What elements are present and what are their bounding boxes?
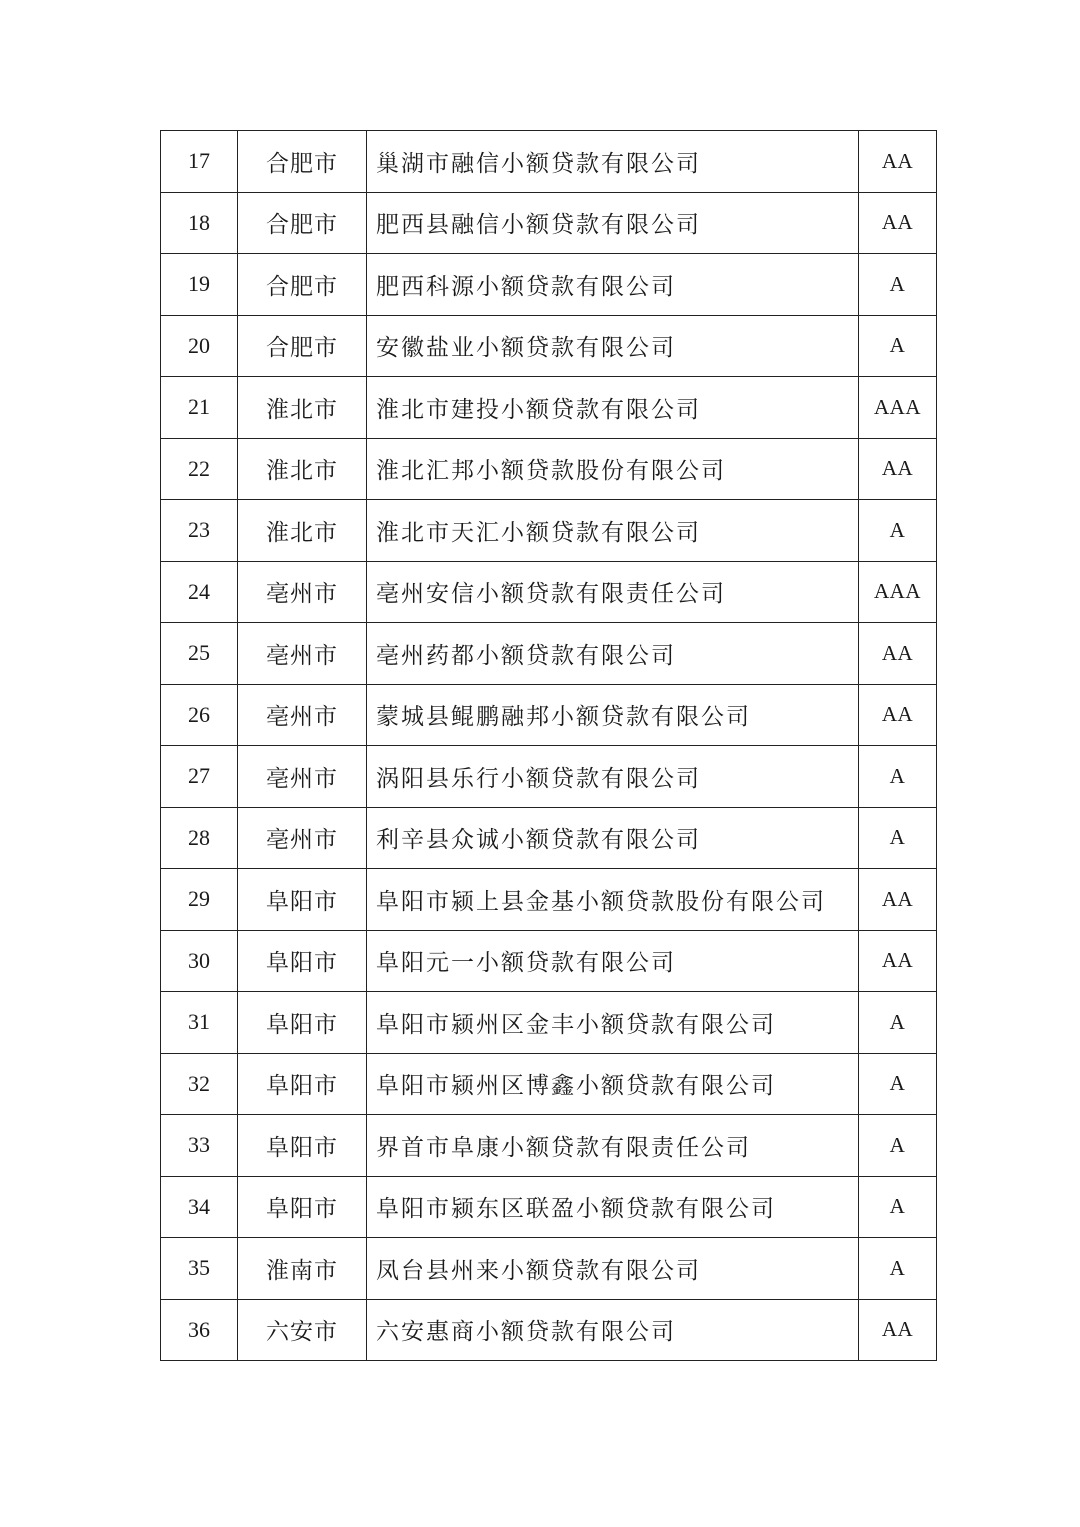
row-number-cell: 23 [161,500,238,562]
table-row [161,746,937,808]
table-row [161,192,937,254]
table-row [161,561,937,623]
company-name-cell: 淮北汇邦小额贷款股份有限公司 [367,438,859,500]
row-number-cell: 30 [161,930,238,992]
city-cell: 合肥市 [238,192,367,254]
rating-cell: AA [859,623,937,685]
table-row [161,1176,937,1238]
company-name-cell: 淮北市天汇小额贷款有限公司 [367,500,859,562]
company-name-cell: 阜阳市颍州区博鑫小额贷款有限公司 [367,1053,859,1115]
row-number-cell: 27 [161,746,238,808]
city-cell: 淮北市 [238,438,367,500]
table-row [161,438,937,500]
table-row [161,315,937,377]
company-name-cell: 涡阳县乐行小额贷款有限公司 [367,746,859,808]
row-number-cell: 26 [161,684,238,746]
rating-table-body [161,131,937,1361]
table-row [161,500,937,562]
row-number-cell: 19 [161,254,238,316]
table-row [161,377,937,439]
city-cell: 合肥市 [238,254,367,316]
city-cell: 阜阳市 [238,869,367,931]
company-name-cell: 利辛县众诚小额贷款有限公司 [367,807,859,869]
city-cell: 亳州市 [238,684,367,746]
row-number-cell: 29 [161,869,238,931]
company-name-cell: 界首市阜康小额贷款有限责任公司 [367,1115,859,1177]
company-name-cell: 阜阳市颍东区联盈小额贷款有限公司 [367,1176,859,1238]
table-row [161,684,937,746]
row-number-cell: 20 [161,315,238,377]
table-row [161,254,937,316]
row-number-cell: 17 [161,131,238,193]
row-number-cell: 32 [161,1053,238,1115]
city-cell: 阜阳市 [238,1176,367,1238]
company-name-cell: 凤台县州来小额贷款有限公司 [367,1238,859,1300]
rating-cell: A [859,992,937,1054]
company-name-cell: 亳州安信小额贷款有限责任公司 [367,561,859,623]
city-cell: 阜阳市 [238,1053,367,1115]
table-row [161,623,937,685]
row-number-cell: 36 [161,1299,238,1361]
table-row [161,131,937,193]
city-cell: 亳州市 [238,561,367,623]
table-row [161,930,937,992]
company-name-cell: 阜阳元一小额贷款有限公司 [367,930,859,992]
row-number-cell: 24 [161,561,238,623]
rating-cell: A [859,1115,937,1177]
city-cell: 阜阳市 [238,930,367,992]
company-name-cell: 淮北市建投小额贷款有限公司 [367,377,859,439]
city-cell: 亳州市 [238,623,367,685]
rating-cell: AA [859,438,937,500]
rating-cell: AAA [859,561,937,623]
rating-cell: AA [859,131,937,193]
city-cell: 合肥市 [238,315,367,377]
company-name-cell: 亳州药都小额贷款有限公司 [367,623,859,685]
company-name-cell: 巢湖市融信小额贷款有限公司 [367,131,859,193]
row-number-cell: 31 [161,992,238,1054]
city-cell: 六安市 [238,1299,367,1361]
row-number-cell: 33 [161,1115,238,1177]
rating-cell: A [859,254,937,316]
row-number-cell: 21 [161,377,238,439]
rating-cell: AA [859,192,937,254]
company-name-cell: 肥西县融信小额贷款有限公司 [367,192,859,254]
rating-cell: A [859,315,937,377]
rating-table [160,130,937,1361]
table-row [161,992,937,1054]
rating-cell: AAA [859,377,937,439]
table-row [161,1115,937,1177]
rating-cell: A [859,1176,937,1238]
table-row [161,1238,937,1300]
city-cell: 亳州市 [238,807,367,869]
table-row [161,1053,937,1115]
rating-cell: AA [859,869,937,931]
city-cell: 合肥市 [238,131,367,193]
row-number-cell: 22 [161,438,238,500]
company-name-cell: 蒙城县鲲鹏融邦小额贷款有限公司 [367,684,859,746]
rating-cell: A [859,1238,937,1300]
city-cell: 淮北市 [238,500,367,562]
table-row [161,1299,937,1361]
row-number-cell: 35 [161,1238,238,1300]
row-number-cell: 18 [161,192,238,254]
rating-cell: AA [859,1299,937,1361]
city-cell: 淮北市 [238,377,367,439]
table-row [161,807,937,869]
row-number-cell: 25 [161,623,238,685]
table-row [161,869,937,931]
company-name-cell: 六安惠商小额贷款有限公司 [367,1299,859,1361]
city-cell: 阜阳市 [238,992,367,1054]
row-number-cell: 28 [161,807,238,869]
rating-cell: A [859,1053,937,1115]
city-cell: 亳州市 [238,746,367,808]
city-cell: 阜阳市 [238,1115,367,1177]
rating-cell: A [859,500,937,562]
company-name-cell: 肥西科源小额贷款有限公司 [367,254,859,316]
rating-cell: A [859,746,937,808]
rating-cell: A [859,807,937,869]
row-number-cell: 34 [161,1176,238,1238]
rating-cell: AA [859,930,937,992]
city-cell: 淮南市 [238,1238,367,1300]
company-name-cell: 安徽盐业小额贷款有限公司 [367,315,859,377]
rating-cell: AA [859,684,937,746]
company-name-cell: 阜阳市颍上县金基小额贷款股份有限公司 [367,869,859,931]
company-name-cell: 阜阳市颍州区金丰小额贷款有限公司 [367,992,859,1054]
